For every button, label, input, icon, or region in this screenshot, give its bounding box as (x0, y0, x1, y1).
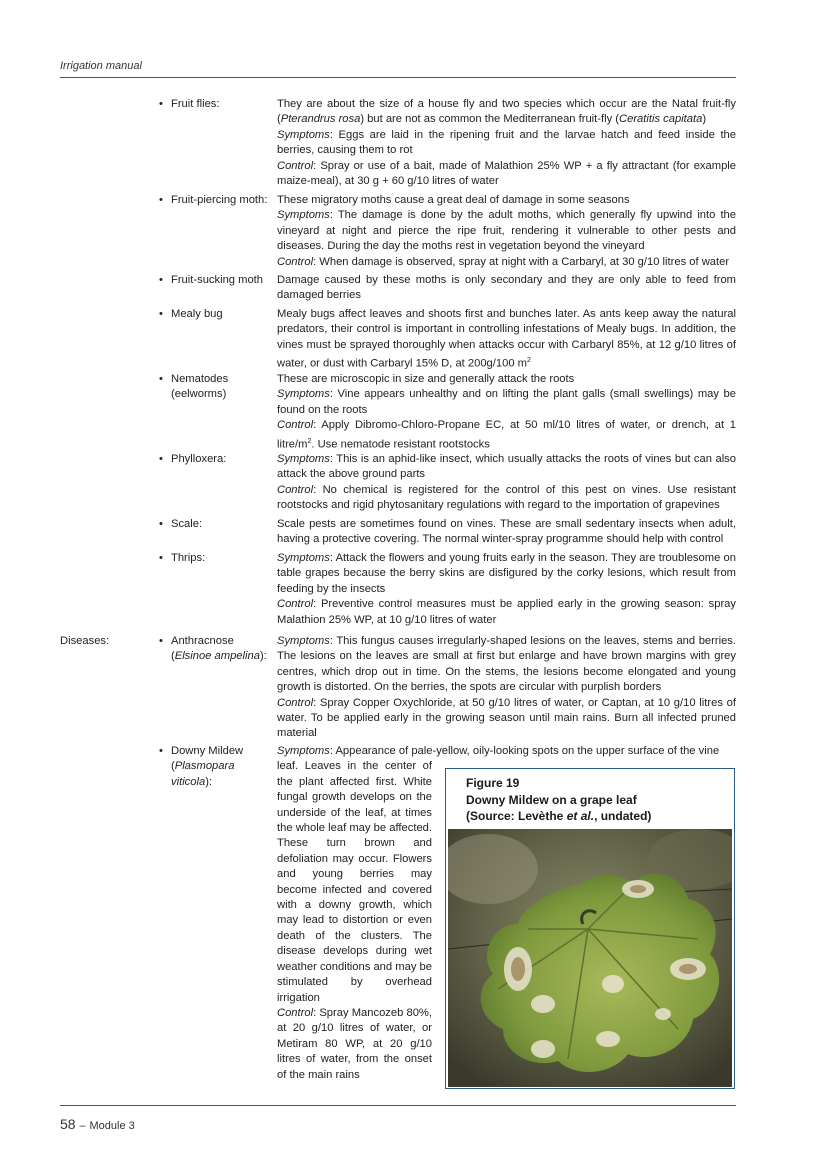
control-paragraph: Control: Spray Mancozeb 80%, at 20 g/10 litres of water, or Metiram 80 WP, at 20 g/10 litres of water, from the onset of the main rains (277, 1006, 432, 1081)
bullet: • (159, 373, 163, 385)
symptoms-paragraph: Symptoms: Attack the flowers and young fruits early in the season. They are troublesome on table grapes because the berry skins are disfigured by the corky lesions, which result from feeding by the insects (277, 552, 736, 595)
module-label: Module 3 (89, 1120, 135, 1132)
symptoms-paragraph: Symptoms: This fungus causes irregularly-shaped lesions on the leaves, stems and berries. The lesions on the leaves are small at first but enlarge and have brown margins with grey centres, which drop out in time. On the stems, the lesions become elongated and young growth is distorted. On the berries, the spots are circular with purplish borders (277, 635, 736, 694)
page-footer (60, 1117, 135, 1134)
symptoms-continued: leaf. Leaves in the center of the plant affected first. White fungal growth develops on the underside of the leaf, at times the whole leaf may be affected. These turn brown and defoliation may occur. Flowers and young berries may become infected and covered with a downy growth, which may lead to distortion or even death of the clusters. The disease develops during wet weather conditions and may be stimulated by overhead irrigation (277, 760, 432, 1004)
pest-name: Phylloxera: (171, 453, 227, 465)
control-paragraph: Control: Spray Copper Oxychloride, at 50 g/10 litres of water, or Captan, at 10 g/10 litres of water. To be applied early in the growing season until main rains. Burn all infected pruned material (277, 696, 736, 740)
control-paragraph: Control: When damage is observed, spray at night with a Carbaryl, at 30 g/10 litres of water (277, 255, 730, 268)
pest-description (277, 452, 736, 514)
pest-description (277, 307, 736, 372)
pest-name: Thrips: (171, 552, 206, 564)
pest-name: Scale: (171, 518, 203, 530)
figure-caption: Downy Mildew on a grape leaf (Source: Levèthe et al., undated) (466, 793, 652, 823)
bullet: • (159, 98, 163, 110)
pest-description (277, 193, 736, 270)
pest-name: Fruit-piercing moth: (171, 194, 268, 206)
pest-name: Fruit-sucking moth (171, 274, 264, 286)
bullet: • (159, 194, 163, 206)
description-paragraph: These are microscopic in size and generally attack the roots (277, 373, 575, 385)
bullet: • (159, 552, 163, 564)
symptoms-paragraph: Symptoms: This is an aphid-like insect, which usually attacks the roots of vines but can also attack the above ground parts (277, 453, 736, 481)
bullet: • (159, 274, 163, 286)
symptoms-first-line: Symptoms: Appearance of pale-yellow, oily-looking spots on the upper surface of the vine (277, 745, 720, 757)
control-paragraph: Control: Preventive control measures must be applied early in the growing season: spray Malathion 25% WP, at 10 g/10 litres of water (277, 598, 736, 626)
disease-description (277, 634, 736, 742)
symptoms-paragraph: Symptoms: Eggs are laid in the ripening fruit and the larvae hatch and feed inside the berries, causing them to rot (277, 128, 736, 157)
bullet: • (159, 308, 163, 320)
bullet: • (159, 453, 163, 465)
header-divider (60, 77, 736, 78)
pest-description (277, 372, 736, 453)
footer-divider (60, 1105, 736, 1106)
disease-name: Anthracnose (Elsinoe ampelina): (171, 635, 267, 663)
section-label-diseases: Diseases: (60, 635, 110, 647)
description-paragraph: Scale pests are sometimes found on vines. These are small sedentary insects when adult, having a protective covering. The normal winter-spray programme should help with control (277, 518, 736, 546)
pest-description (277, 551, 736, 628)
symptoms-paragraph: Symptoms: The damage is done by the adult moths, which generally fly upwind into the vineyard at night and pierce the ripe fruit, rendering it vulnerable to other pests and diseases. During the day the moths rest in vegetation beyond the vineyard (277, 209, 736, 253)
description-paragraph: Damage caused by these moths is only secondary and they are only able to feed from damaged berries (277, 274, 736, 302)
control-paragraph: Control: Spray or use of a bait, made of Malathion 25% WP + a fly attractant (for example maize-meal), at 30 g + 60 g/10 litres of water (277, 159, 736, 188)
bullet: • (159, 518, 163, 530)
description-paragraph: These migratory moths cause a great deal of damage in some seasons (277, 194, 630, 206)
figure-19 (445, 768, 735, 1089)
control-paragraph: Control: Apply Dibromo-Chloro-Propane EC, at 50 ml/10 litres of water, or drench, at 1 litre/$m^2$. Use nematode resistant rootstocks (277, 419, 736, 451)
description-paragraph: They are about the size of a house fly and two species which occur are the Natal fruit-fly (Pterandrus rosa) but are not as common the Mediterranean fruit-fly (Ceratitis capitata) (277, 98, 736, 126)
pest-name: Nematodes (eelworms) (171, 373, 229, 401)
pest-description (277, 273, 736, 304)
control-paragraph: Control: No chemical is registered for the control of this pest on vines. Use resistant rootstocks and rigid phytosanitary regulations with regard to the importation of grapevines (277, 483, 736, 512)
grape-leaf-photo (448, 829, 732, 1087)
description-paragraph: Mealy bugs affect leaves and shoots first and bunches later. As ants keep away the natural predators, their control is important in controlling infestations of Mealy bugs. In addition, the vines must be sprayed thoroughly when attacks occur with Carbaryl 85%, at 12 g/10 litres of water, or dust with Carbaryl 15% D, at 200g/100 $m^2$ (277, 308, 736, 370)
pest-name: Fruit flies: (171, 98, 220, 110)
pest-name: Mealy bug (171, 308, 223, 320)
figure-title: Figure 19 (466, 776, 520, 790)
disease-name: Downy Mildew (Plasmopara viticola): (171, 745, 244, 788)
pest-description (277, 97, 736, 189)
page-number: 58 (60, 1116, 76, 1132)
symptoms-paragraph: Symptoms: Vine appears unhealthy and on lifting the plant galls (small swellings) may be found on the roots (277, 388, 736, 416)
pest-description (277, 517, 736, 548)
bullet: • (159, 635, 163, 647)
footer-separator: – (79, 1120, 86, 1132)
bullet: • (159, 745, 163, 757)
running-header: Irrigation manual (60, 60, 142, 72)
